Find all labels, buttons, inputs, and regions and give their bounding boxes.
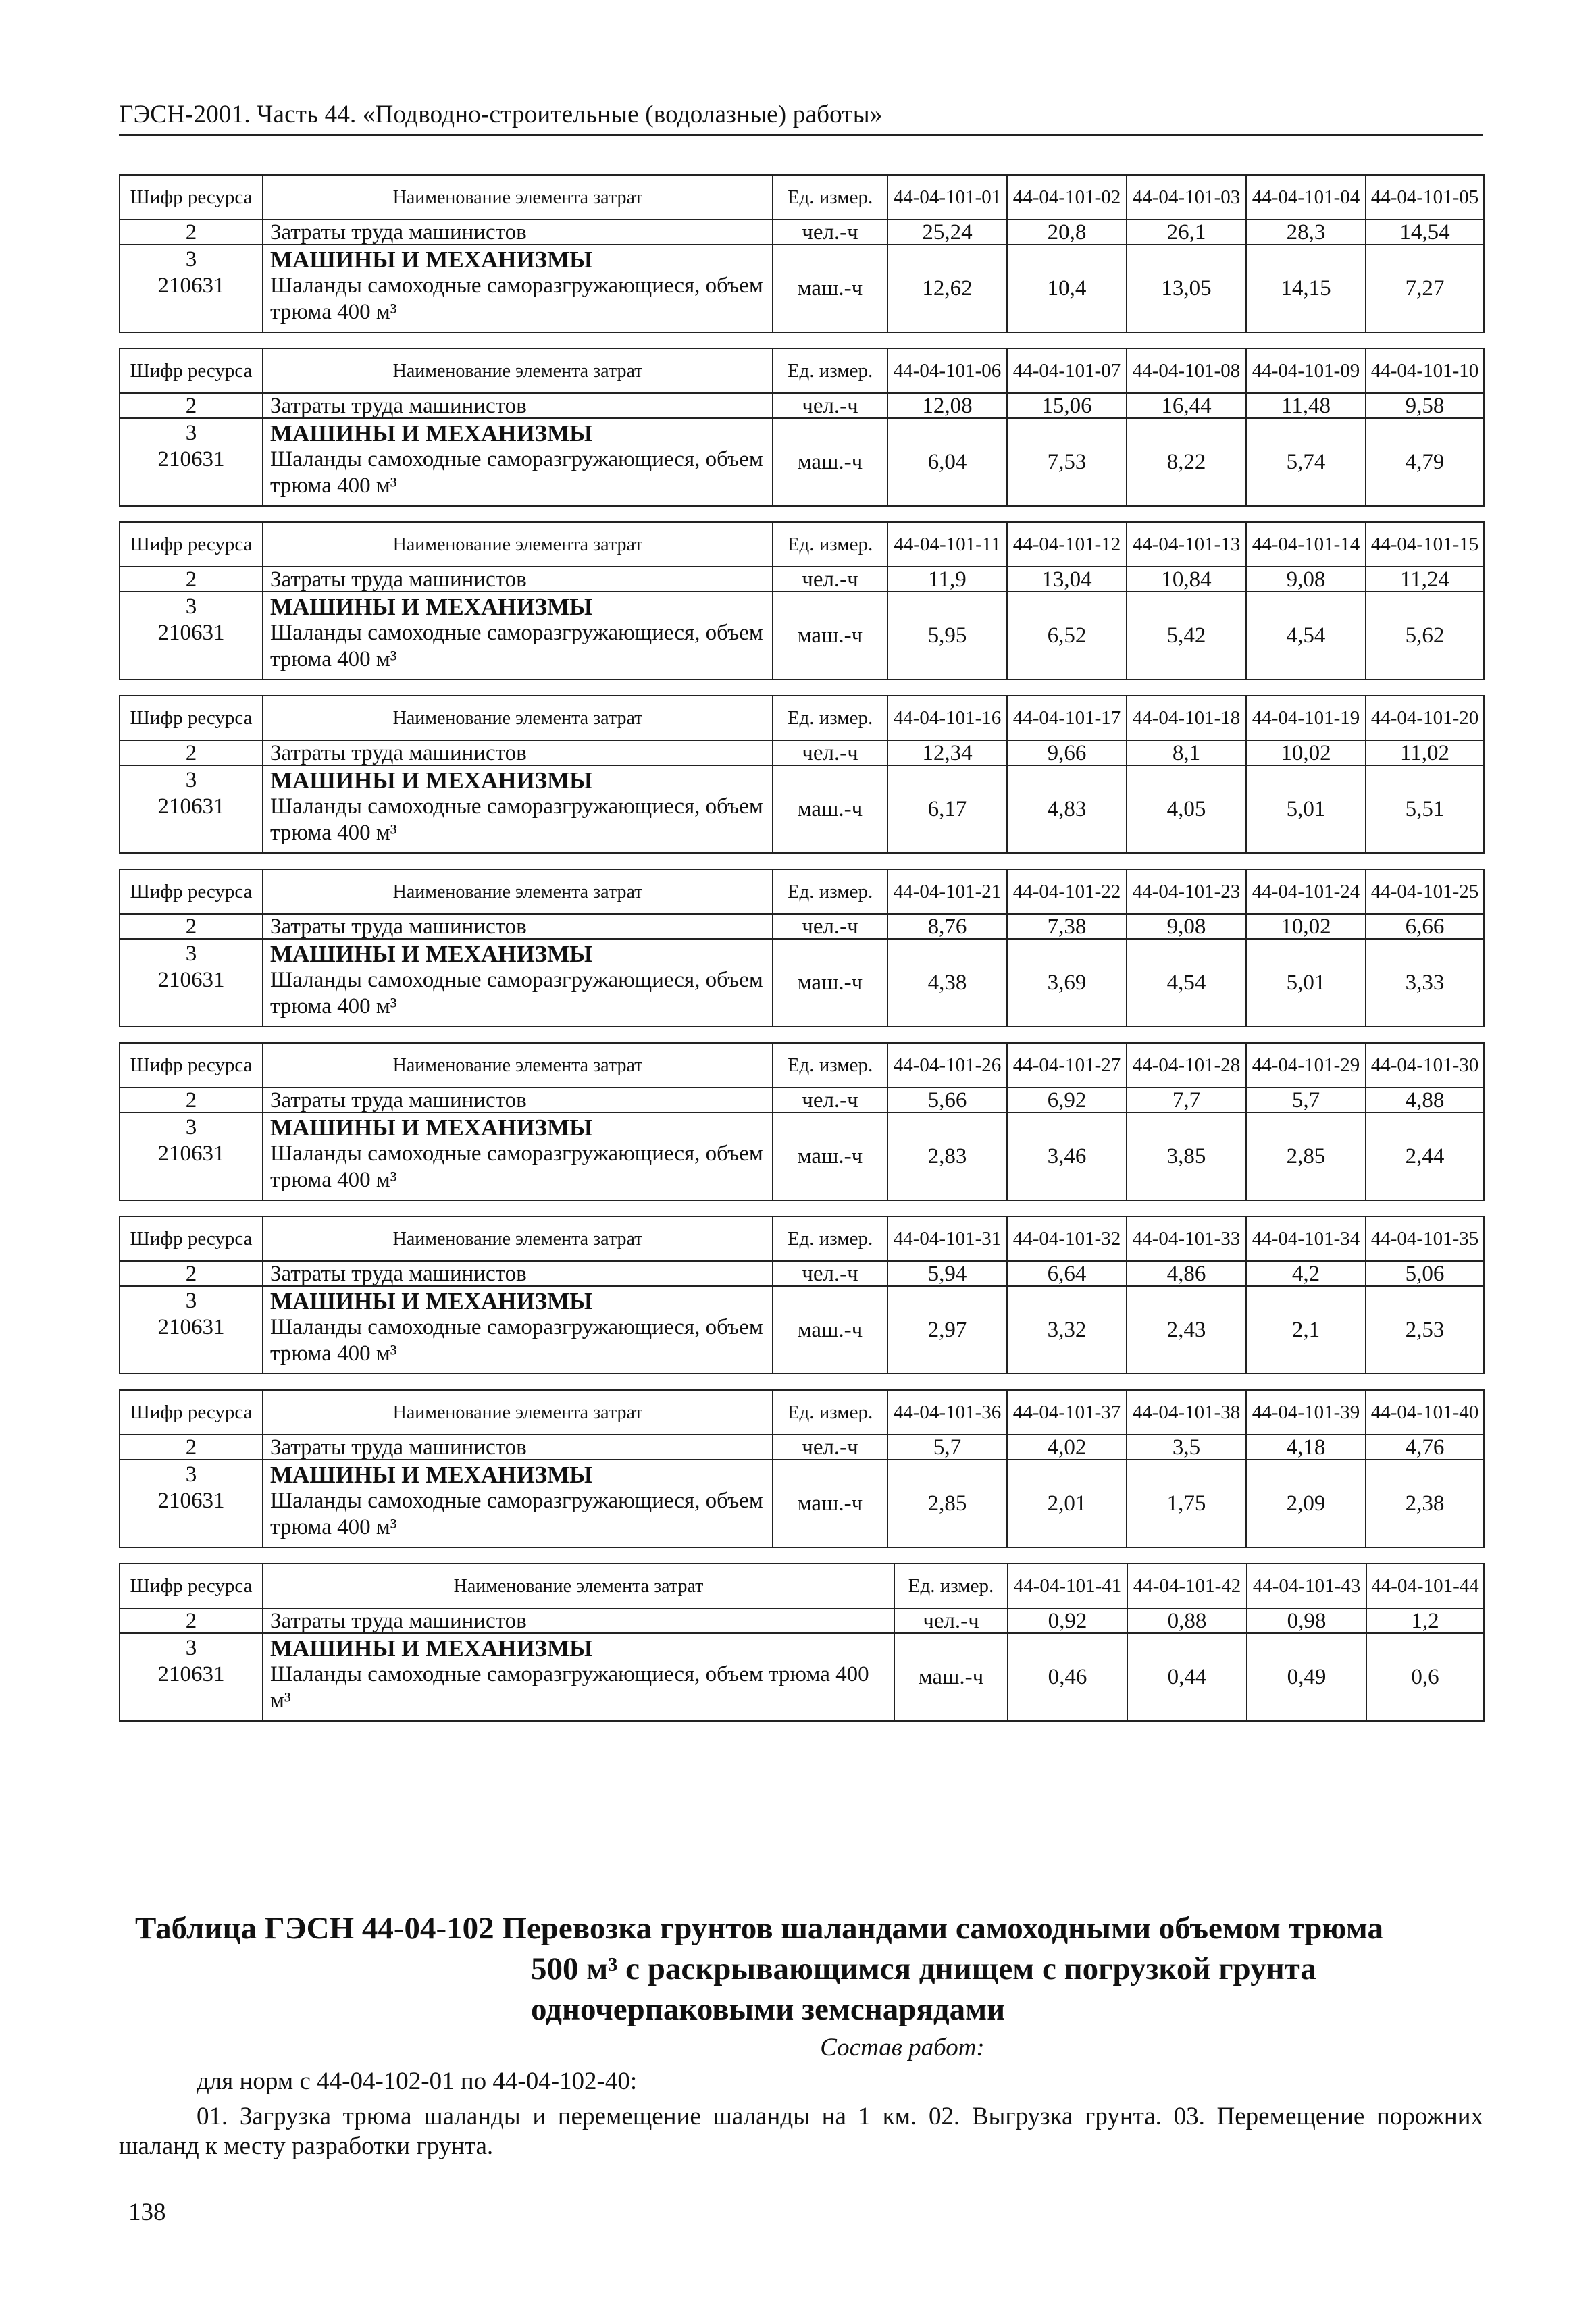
machine-value: 2,38	[1366, 1460, 1484, 1547]
header-norm-code: 44-04-101-02	[1007, 175, 1127, 220]
machine-value: 5,62	[1366, 592, 1484, 679]
labor-value: 12,08	[887, 393, 1007, 418]
running-header: ГЭСН-2001. Часть 44. «Подводно-строительные (водолазные) работы»	[119, 99, 1483, 136]
header-code: Шифр ресурса	[120, 522, 263, 567]
machine-value: 5,74	[1246, 418, 1366, 506]
header-code: Шифр ресурса	[120, 175, 263, 220]
header-norm-code: 44-04-101-16	[887, 696, 1007, 740]
labor-value: 7,7	[1127, 1087, 1246, 1112]
machine-value: 5,42	[1127, 592, 1246, 679]
machine-value: 13,05	[1127, 245, 1246, 332]
machines-codes	[120, 245, 263, 332]
labor-value: 11,9	[887, 567, 1007, 592]
machine-value: 8,22	[1127, 418, 1246, 506]
machine-resource-code: 210631	[157, 968, 225, 992]
header-norm-code: 44-04-101-23	[1127, 869, 1246, 914]
labor-value: 1,2	[1366, 1608, 1484, 1633]
machine-value: 7,53	[1007, 418, 1127, 506]
machine-unit: маш.-ч	[894, 1633, 1008, 1721]
labor-unit: чел.-ч	[773, 740, 887, 765]
machine-resource-code: 210631	[157, 274, 225, 298]
machine-name: Шаланды самоходные саморазгружающиеся, объем трюма 400 м³	[270, 1662, 869, 1713]
labor-value: 16,44	[1127, 393, 1246, 418]
header-unit: Ед. измер.	[773, 1216, 887, 1261]
header-norm-code: 44-04-101-15	[1366, 522, 1484, 567]
machine-name: Шаланды самоходные саморазгружающиеся, объем трюма 400 м³	[270, 1489, 763, 1539]
labor-unit: чел.-ч	[773, 393, 887, 418]
header-norm-code: 44-04-101-25	[1366, 869, 1484, 914]
norm-table	[119, 695, 1485, 854]
header-norm-code: 44-04-101-12	[1007, 522, 1127, 567]
norm-table	[119, 1563, 1485, 1722]
machines-section-code: 3	[185, 594, 197, 619]
header-norm-code: 44-04-101-20	[1366, 696, 1484, 740]
labor-value: 8,76	[887, 914, 1007, 939]
machine-value: 3,85	[1127, 1112, 1246, 1200]
header-norm-code: 44-04-101-44	[1366, 1564, 1484, 1608]
machine-value: 3,33	[1366, 939, 1484, 1027]
machine-value: 2,43	[1127, 1286, 1246, 1374]
labor-value: 9,66	[1007, 740, 1127, 765]
machine-value: 5,01	[1246, 939, 1366, 1027]
header-norm-code: 44-04-101-43	[1247, 1564, 1366, 1608]
norm-table	[119, 1389, 1485, 1548]
machines-section-title: МАШИНЫ И МЕХАНИЗМЫ	[270, 420, 593, 446]
labor-value: 10,02	[1246, 914, 1366, 939]
machine-value: 0,44	[1127, 1633, 1247, 1721]
machine-value: 4,38	[887, 939, 1007, 1027]
machine-value: 2,97	[887, 1286, 1007, 1374]
machine-unit: маш.-ч	[773, 765, 887, 853]
labor-value: 4,88	[1366, 1087, 1484, 1112]
header-norm-code: 44-04-101-38	[1127, 1390, 1246, 1435]
header-norm-code: 44-04-101-11	[887, 522, 1007, 567]
labor-value: 3,5	[1127, 1435, 1246, 1460]
machine-name: Шаланды самоходные саморазгружающиеся, объем трюма 400 м³	[270, 968, 763, 1019]
header-norm-code: 44-04-101-18	[1127, 696, 1246, 740]
machine-resource-code: 210631	[157, 1662, 225, 1687]
machine-value: 3,46	[1007, 1112, 1127, 1200]
header-name: Наименование элемента затрат	[263, 1043, 773, 1087]
labor-unit: чел.-ч	[773, 567, 887, 592]
labor-name: Затраты труда машинистов	[263, 220, 773, 245]
machines-names	[263, 1633, 894, 1721]
header-norm-code: 44-04-101-27	[1007, 1043, 1127, 1087]
labor-value: 9,08	[1127, 914, 1246, 939]
machine-name: Шаланды самоходные саморазгружающиеся, объем трюма 400 м³	[270, 274, 763, 324]
machines-names	[263, 1286, 773, 1374]
header-norm-code: 44-04-101-09	[1246, 349, 1366, 393]
machine-value: 4,54	[1127, 939, 1246, 1027]
header-norm-code: 44-04-101-34	[1246, 1216, 1366, 1261]
labor-value: 10,84	[1127, 567, 1246, 592]
machine-value: 2,85	[887, 1460, 1007, 1547]
labor-value: 4,2	[1246, 1261, 1366, 1286]
labor-value: 15,06	[1007, 393, 1127, 418]
labor-name: Затраты труда машинистов	[263, 914, 773, 939]
labor-unit: чел.-ч	[773, 914, 887, 939]
machine-value: 4,54	[1246, 592, 1366, 679]
norm-table	[119, 1216, 1485, 1374]
header-norm-code: 44-04-101-41	[1008, 1564, 1127, 1608]
machines-section-title: МАШИНЫ И МЕХАНИЗМЫ	[270, 594, 593, 620]
labor-value: 0,92	[1008, 1608, 1127, 1633]
machine-value: 12,62	[887, 245, 1007, 332]
header-norm-code: 44-04-101-06	[887, 349, 1007, 393]
header-norm-code: 44-04-101-21	[887, 869, 1007, 914]
header-name: Наименование элемента затрат	[263, 1390, 773, 1435]
machine-name: Шаланды самоходные саморазгружающиеся, объем трюма 400 м³	[270, 1315, 763, 1366]
machines-section-title: МАШИНЫ И МЕХАНИЗМЫ	[270, 941, 593, 967]
labor-code: 2	[120, 1261, 263, 1286]
labor-value: 26,1	[1127, 220, 1246, 245]
labor-unit: чел.-ч	[773, 1435, 887, 1460]
header-name: Наименование элемента затрат	[263, 522, 773, 567]
header-norm-code: 44-04-101-14	[1246, 522, 1366, 567]
machines-section-title: МАШИНЫ И МЕХАНИЗМЫ	[270, 767, 593, 794]
header-norm-code: 44-04-101-07	[1007, 349, 1127, 393]
machine-value: 3,69	[1007, 939, 1127, 1027]
machine-resource-code: 210631	[157, 621, 225, 645]
labor-value: 9,58	[1366, 393, 1484, 418]
header-norm-code: 44-04-101-13	[1127, 522, 1246, 567]
machines-names	[263, 245, 773, 332]
labor-name: Затраты труда машинистов	[263, 1435, 773, 1460]
table-title-line-1: Таблица ГЭСН 44-04-102 Перевозка грунтов шаландами самоходными объемом трюма	[135, 1911, 1383, 1946]
machines-codes	[120, 1112, 263, 1200]
machines-section-code: 3	[185, 1115, 197, 1139]
header-norm-code: 44-04-101-10	[1366, 349, 1484, 393]
labor-code: 2	[120, 740, 263, 765]
table-title	[119, 1908, 1483, 2030]
norm-table	[119, 521, 1485, 680]
labor-value: 8,1	[1127, 740, 1246, 765]
machines-codes	[120, 765, 263, 853]
labor-code: 2	[120, 1435, 263, 1460]
labor-value: 0,98	[1247, 1608, 1366, 1633]
labor-name: Затраты труда машинистов	[263, 740, 773, 765]
labor-name: Затраты труда машинистов	[263, 1261, 773, 1286]
machine-resource-code: 210631	[157, 447, 225, 471]
header-name: Наименование элемента затрат	[263, 1216, 773, 1261]
labor-code: 2	[120, 914, 263, 939]
machines-codes	[120, 1286, 263, 1374]
machine-resource-code: 210631	[157, 794, 225, 819]
machines-names	[263, 1460, 773, 1547]
machine-value: 10,4	[1007, 245, 1127, 332]
machine-resource-code: 210631	[157, 1489, 225, 1513]
machine-value: 0,49	[1247, 1633, 1366, 1721]
composition-operations: 01. Загрузка трюма шаланды и перемещение шаланды на 1 км. 02. Выгрузка грунта. 03. Перемещение порожних шаланд к месту разработки грунта.	[119, 2103, 1483, 2160]
machines-section-title: МАШИНЫ И МЕХАНИЗМЫ	[270, 1288, 593, 1314]
machines-names	[263, 592, 773, 679]
header-norm-code: 44-04-101-19	[1246, 696, 1366, 740]
header-code: Шифр ресурса	[120, 1390, 263, 1435]
labor-value: 5,94	[887, 1261, 1007, 1286]
machine-value: 0,46	[1008, 1633, 1127, 1721]
machines-codes	[120, 1460, 263, 1547]
header-code: Шифр ресурса	[120, 1216, 263, 1261]
labor-value: 7,38	[1007, 914, 1127, 939]
labor-value: 11,02	[1366, 740, 1484, 765]
labor-code: 2	[120, 393, 263, 418]
header-norm-code: 44-04-101-40	[1366, 1390, 1484, 1435]
labor-value: 9,08	[1246, 567, 1366, 592]
machine-value: 6,52	[1007, 592, 1127, 679]
labor-value: 25,24	[887, 220, 1007, 245]
header-unit: Ед. измер.	[773, 869, 887, 914]
machine-value: 2,01	[1007, 1460, 1127, 1547]
labor-value: 13,04	[1007, 567, 1127, 592]
machine-value: 2,1	[1246, 1286, 1366, 1374]
labor-value: 6,64	[1007, 1261, 1127, 1286]
machine-value: 4,05	[1127, 765, 1246, 853]
norm-table	[119, 869, 1485, 1027]
header-norm-code: 44-04-101-08	[1127, 349, 1246, 393]
header-name: Наименование элемента затрат	[263, 1564, 894, 1608]
machines-section-code: 3	[185, 421, 197, 445]
composition-heading: Состав работ:	[820, 2034, 985, 2061]
machine-value: 2,85	[1246, 1112, 1366, 1200]
header-norm-code: 44-04-101-28	[1127, 1043, 1246, 1087]
labor-value: 5,66	[887, 1087, 1007, 1112]
header-norm-code: 44-04-101-24	[1246, 869, 1366, 914]
machine-value: 6,17	[887, 765, 1007, 853]
header-code: Шифр ресурса	[120, 869, 263, 914]
machine-resource-code: 210631	[157, 1141, 225, 1166]
header-code: Шифр ресурса	[120, 1043, 263, 1087]
labor-name: Затраты труда машинистов	[263, 1608, 894, 1633]
labor-code: 2	[120, 220, 263, 245]
header-norm-code: 44-04-101-33	[1127, 1216, 1246, 1261]
machine-value: 5,95	[887, 592, 1007, 679]
machines-section-title: МАШИНЫ И МЕХАНИЗМЫ	[270, 247, 593, 273]
machines-section-title: МАШИНЫ И МЕХАНИЗМЫ	[270, 1462, 593, 1488]
table-title-line-2: 500 м³ с раскрывающимся днищем с погрузкой грунта	[531, 1951, 1316, 1986]
machine-value: 2,83	[887, 1112, 1007, 1200]
machine-name: Шаланды самоходные саморазгружающиеся, объем трюма 400 м³	[270, 794, 763, 845]
labor-value: 10,02	[1246, 740, 1366, 765]
machine-resource-code: 210631	[157, 1315, 225, 1339]
machines-section-code: 3	[185, 1462, 197, 1487]
labor-value: 6,66	[1366, 914, 1484, 939]
header-norm-code: 44-04-101-35	[1366, 1216, 1484, 1261]
machine-value: 4,83	[1007, 765, 1127, 853]
labor-value: 4,18	[1246, 1435, 1366, 1460]
header-norm-code: 44-04-101-36	[887, 1390, 1007, 1435]
labor-name: Затраты труда машинистов	[263, 393, 773, 418]
machines-section-code: 3	[185, 1289, 197, 1313]
machine-unit: маш.-ч	[773, 1286, 887, 1374]
header-norm-code: 44-04-101-03	[1127, 175, 1246, 220]
labor-name: Затраты труда машинистов	[263, 1087, 773, 1112]
labor-code: 2	[120, 567, 263, 592]
norm-table	[119, 348, 1485, 507]
norm-table	[119, 174, 1485, 333]
machine-value: 6,04	[887, 418, 1007, 506]
machine-value: 2,44	[1366, 1112, 1484, 1200]
machine-unit: маш.-ч	[773, 1460, 887, 1547]
machines-section-title: МАШИНЫ И МЕХАНИЗМЫ	[270, 1635, 593, 1662]
header-code: Шифр ресурса	[120, 1564, 263, 1608]
machines-codes	[120, 939, 263, 1027]
machines-section-code: 3	[185, 942, 197, 966]
header-name: Наименование элемента затрат	[263, 869, 773, 914]
composition-scope: для норм с 44-04-102-01 по 44-04-102-40:	[197, 2067, 638, 2095]
header-norm-code: 44-04-101-22	[1007, 869, 1127, 914]
machines-names	[263, 1112, 773, 1200]
labor-value: 14,54	[1366, 220, 1484, 245]
table-title-line-3: одночерпаковыми земснарядами	[531, 1992, 1006, 2027]
header-unit: Ед. измер.	[773, 175, 887, 220]
machines-codes	[120, 418, 263, 506]
work-composition	[119, 2033, 1483, 2161]
machines-names	[263, 765, 773, 853]
machine-unit: маш.-ч	[773, 418, 887, 506]
machine-value: 2,53	[1366, 1286, 1484, 1374]
machine-unit: маш.-ч	[773, 245, 887, 332]
page-number: 138	[128, 2199, 166, 2226]
header-unit: Ед. измер.	[773, 1043, 887, 1087]
labor-value: 20,8	[1007, 220, 1127, 245]
machines-section-code: 3	[185, 247, 197, 272]
machine-value: 1,75	[1127, 1460, 1246, 1547]
labor-unit: чел.-ч	[773, 1087, 887, 1112]
labor-value: 5,7	[887, 1435, 1007, 1460]
header-norm-code: 44-04-101-30	[1366, 1043, 1484, 1087]
machine-name: Шаланды самоходные саморазгружающиеся, объем трюма 400 м³	[270, 447, 763, 498]
machine-unit: маш.-ч	[773, 592, 887, 679]
header-norm-code: 44-04-101-42	[1127, 1564, 1247, 1608]
machine-unit: маш.-ч	[773, 1112, 887, 1200]
machine-value: 4,79	[1366, 418, 1484, 506]
header-code: Шифр ресурса	[120, 696, 263, 740]
header-unit: Ед. измер.	[773, 696, 887, 740]
labor-value: 4,02	[1007, 1435, 1127, 1460]
header-norm-code: 44-04-101-32	[1007, 1216, 1127, 1261]
labor-unit: чел.-ч	[773, 220, 887, 245]
machine-value: 7,27	[1366, 245, 1484, 332]
header-norm-code: 44-04-101-31	[887, 1216, 1007, 1261]
machines-codes	[120, 592, 263, 679]
labor-unit: чел.-ч	[894, 1608, 1008, 1633]
header-norm-code: 44-04-101-37	[1007, 1390, 1127, 1435]
header-norm-code: 44-04-101-05	[1366, 175, 1484, 220]
header-name: Наименование элемента затрат	[263, 696, 773, 740]
machines-section-code: 3	[185, 768, 197, 792]
header-norm-code: 44-04-101-04	[1246, 175, 1366, 220]
header-name: Наименование элемента затрат	[263, 175, 773, 220]
machine-name: Шаланды самоходные саморазгружающиеся, объем трюма 400 м³	[270, 1141, 763, 1192]
header-unit: Ед. измер.	[773, 1390, 887, 1435]
labor-value: 5,7	[1246, 1087, 1366, 1112]
labor-value: 11,24	[1366, 567, 1484, 592]
header-norm-code: 44-04-101-26	[887, 1043, 1007, 1087]
labor-value: 12,34	[887, 740, 1007, 765]
machine-value: 14,15	[1246, 245, 1366, 332]
labor-name: Затраты труда машинистов	[263, 567, 773, 592]
header-unit: Ед. измер.	[773, 349, 887, 393]
header-unit: Ед. измер.	[773, 522, 887, 567]
machine-value: 3,32	[1007, 1286, 1127, 1374]
labor-value: 4,76	[1366, 1435, 1484, 1460]
labor-value: 28,3	[1246, 220, 1366, 245]
header-norm-code: 44-04-101-29	[1246, 1043, 1366, 1087]
norm-table	[119, 1042, 1485, 1201]
machines-names	[263, 939, 773, 1027]
header-code: Шифр ресурса	[120, 349, 263, 393]
machine-unit: маш.-ч	[773, 939, 887, 1027]
machine-value: 5,51	[1366, 765, 1484, 853]
labor-code: 2	[120, 1608, 263, 1633]
machine-value: 5,01	[1246, 765, 1366, 853]
machines-names	[263, 418, 773, 506]
labor-unit: чел.-ч	[773, 1261, 887, 1286]
machines-section-title: МАШИНЫ И МЕХАНИЗМЫ	[270, 1114, 593, 1141]
labor-value: 6,92	[1007, 1087, 1127, 1112]
labor-value: 0,88	[1127, 1608, 1247, 1633]
machine-value: 2,09	[1246, 1460, 1366, 1547]
labor-value: 5,06	[1366, 1261, 1484, 1286]
norm-tables	[119, 174, 1483, 1737]
header-unit: Ед. измер.	[894, 1564, 1008, 1608]
labor-value: 4,86	[1127, 1261, 1246, 1286]
machines-section-code: 3	[185, 1636, 197, 1660]
machine-name: Шаланды самоходные саморазгружающиеся, объем трюма 400 м³	[270, 621, 763, 671]
header-norm-code: 44-04-101-01	[887, 175, 1007, 220]
header-name: Наименование элемента затрат	[263, 349, 773, 393]
header-norm-code: 44-04-101-39	[1246, 1390, 1366, 1435]
labor-value: 11,48	[1246, 393, 1366, 418]
header-norm-code: 44-04-101-17	[1007, 696, 1127, 740]
machines-codes	[120, 1633, 263, 1721]
labor-code: 2	[120, 1087, 263, 1112]
machine-value: 0,6	[1366, 1633, 1484, 1721]
